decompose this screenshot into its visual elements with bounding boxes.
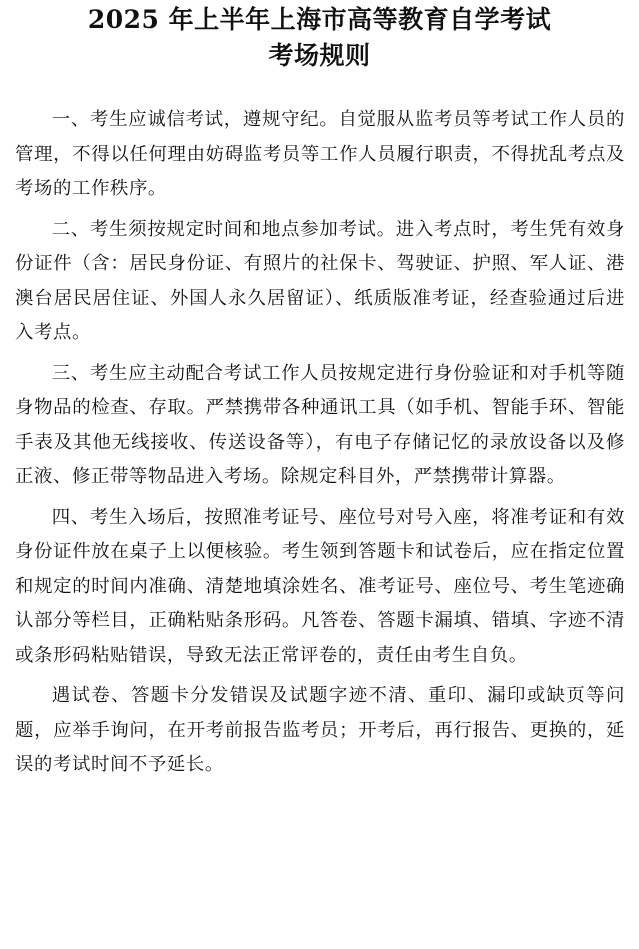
rule-paragraph-1: 一、考生应诚信考试，遵规守纪。自觉服从监考员等考试工作人员的管理，不得以任何理由妨碍监考员等工作人员履行职责，不得扰乱考点及考场的工作秩序。 (15, 109, 625, 199)
document-title: 2025 年上半年上海市高等教育自学考试 (87, 5, 552, 34)
document-body (15, 103, 625, 789)
rule-paragraph-5: 遇试卷、答题卡分发错误及试题字迹不清、重印、漏印或缺页等问题，应举手询问，在开考前报告监考员；开考后，再行报告、更换的，延误的考试时间不予延长。 (15, 685, 625, 775)
rule-paragraph-2: 二、考生须按规定时间和地点参加考试。进入考点时，考生凭有效身份证件（含：居民身份证、有照片的社保卡、驾驶证、护照、军人证、港澳台居民居住证、外国人永久居留证）、纸质版准考证，经查验通过后进入考点。 (15, 218, 625, 343)
rule-paragraph-3: 三、考生应主动配合考试工作人员按规定进行身份验证和对手机等随身物品的检查、存取。严禁携带各种通讯工具（如手机、智能手环、智能手表及其他无线接收、传送设备等），有电子存储记忆的录放设备以及修正液、修正带等物品进入考场。除规定科目外，严禁携带计算器。 (15, 362, 625, 487)
document-subtitle: 考场规则 (268, 41, 371, 70)
rule-paragraph-4: 四、考生入场后，按照准考证号、座位号对号入座，将准考证和有效身份证件放在桌子上以便核验。考生领到答题卡和试卷后，应在指定位置和规定的时间内准确、清楚地填涂姓名、准考证号、座位号、考生笔迹确认部分等栏目，正确粘贴条形码。凡答卷、答题卡漏填、错填、字迹不清或条形码粘贴错误，导致无法正常评卷的，责任由考生自负。 (15, 506, 625, 666)
